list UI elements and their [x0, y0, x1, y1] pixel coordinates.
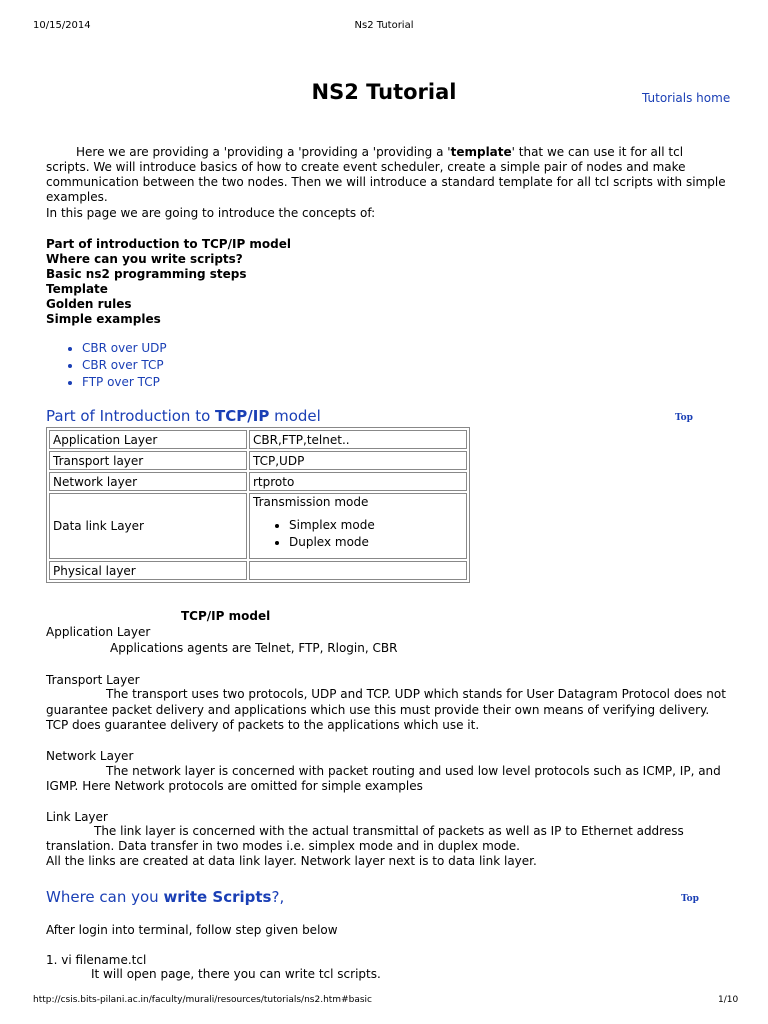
layer-name-cell: Transport layer — [49, 451, 247, 470]
table-row — [49, 451, 467, 470]
link-layer-first: The link layer is concerned with the actual transmittal of packets as well as IP to Ethernet address — [94, 824, 684, 838]
example-links — [46, 340, 167, 391]
print-title: Ns2 Tutorial — [354, 20, 414, 31]
cbr-over-udp-link[interactable]: CBR over UDP — [82, 341, 167, 355]
intro-bold: template — [450, 145, 512, 159]
mode-list — [253, 517, 463, 551]
ftp-over-tcp-link[interactable]: FTP over TCP — [82, 375, 160, 389]
intro-post: ' that we can use it for all tcl scripts. We will introduce basics of how to create event scheduler, create a simple pair of nodes and make communication between the two nodes. Then we will introduce a standard template for all tcl scripts with simple examples. — [46, 145, 726, 204]
application-layer-text: Applications agents are Telnet, FTP, Rlogin, CBR — [110, 641, 398, 655]
top-link[interactable]: Top — [681, 894, 699, 904]
intro-pre: Here we are providing a 'providing a 'providing a 'providing a ' — [76, 145, 451, 159]
footer-url: http://csis.bits-pilani.ac.in/faculty/murali/resources/tutorials/ns2.htm#basic — [33, 995, 372, 1005]
link-layer-title: Link Layer — [46, 810, 108, 824]
topic-item: Part of introduction to TCP/IP model — [46, 237, 292, 251]
network-layer-first: The network layer is concerned with packet routing and used low level protocols such as ICMP, IP, and — [106, 764, 721, 778]
layer-value-cell — [249, 561, 467, 580]
mode-item: • Simplex mode — [289, 517, 463, 534]
layer-value-cell — [249, 493, 467, 559]
topic-item: Template — [46, 282, 108, 296]
transmission-mode-label: Transmission mode — [253, 495, 369, 509]
table-row — [49, 430, 467, 449]
page-title: NS2 Tutorial — [311, 80, 457, 104]
scripts-intro: After login into terminal, follow step given below — [46, 923, 338, 937]
table-row — [49, 561, 467, 580]
section-heading-bold: write Scripts — [163, 888, 272, 906]
mode-item: • Duplex mode — [289, 534, 463, 551]
table-row — [49, 493, 467, 559]
topic-item: Simple examples — [46, 312, 161, 326]
section-heading-text: Where can you — [46, 888, 164, 906]
concepts-intro: In this page we are going to introduce the concepts of: — [46, 206, 376, 220]
topic-item: Where can you write scripts? — [46, 252, 243, 266]
table-row — [49, 472, 467, 491]
layers-table — [46, 427, 470, 583]
layer-value-cell: rtproto — [249, 472, 467, 491]
layer-name-cell: Data link Layer — [49, 493, 247, 559]
link-layer-text: translation. Data transfer in two modes i.e. simplex mode and in duplex mode. — [46, 839, 520, 853]
layer-name-cell: Physical layer — [49, 561, 247, 580]
transport-layer-first: The transport uses two protocols, UDP and TCP. UDP which stands for User Datagram Protocol does not — [106, 687, 726, 701]
footer-page-number: 1/10 — [718, 995, 739, 1005]
transport-layer-text: guarantee packet delivery and applications which use this must provide their own means of verifying delivery. TCP does guarantee delivery of packets to the applications which use it. — [46, 703, 710, 732]
intro-paragraph — [46, 145, 726, 205]
topic-list — [46, 237, 291, 327]
topic-item: Basic ns2 programming steps — [46, 267, 247, 281]
network-layer-title: Network Layer — [46, 749, 134, 763]
section-heading-text: ?, — [271, 888, 285, 906]
application-layer-title: Application Layer — [46, 625, 151, 639]
print-date: 10/15/2014 — [33, 20, 91, 31]
section-heading-text: Part of Introduction to — [46, 407, 216, 425]
topic-item: Golden rules — [46, 297, 132, 311]
section-tcpip-heading — [46, 407, 321, 425]
transport-layer-title: Transport Layer — [46, 673, 140, 687]
tutorials-home-link[interactable]: Tutorials home — [642, 91, 731, 105]
layer-name-cell: Network layer — [49, 472, 247, 491]
script-step-1-desc: It will open page, there you can write tcl scripts. — [91, 967, 381, 981]
example-link-item — [82, 374, 167, 391]
link-layer-last: All the links are created at data link layer. Network layer next is to data link layer. — [46, 854, 537, 868]
cbr-over-tcp-link[interactable]: CBR over TCP — [82, 358, 164, 372]
section-heading-text: model — [269, 407, 321, 425]
top-link[interactable]: Top — [675, 413, 693, 423]
section-scripts-heading — [46, 888, 284, 906]
example-link-item — [82, 357, 167, 374]
example-link-item — [82, 340, 167, 357]
layer-value-cell: TCP,UDP — [249, 451, 467, 470]
section-heading-bold: TCP/IP — [215, 407, 270, 425]
layer-name-cell: Application Layer — [49, 430, 247, 449]
script-step-1: 1. vi filename.tcl — [46, 953, 147, 967]
layer-value-cell: CBR,FTP,telnet.. — [249, 430, 467, 449]
model-heading: TCP/IP model — [181, 609, 271, 623]
network-layer-text: IGMP. Here Network protocols are omitted for simple examples — [46, 779, 423, 793]
